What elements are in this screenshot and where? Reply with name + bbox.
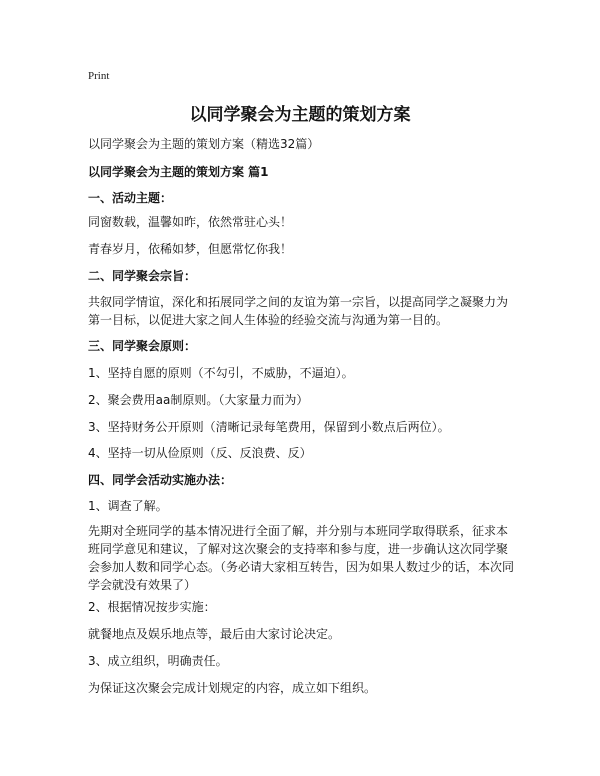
step-3: 3、成立组织，明确责任。 xyxy=(88,654,228,668)
heading-principles: 三、同学聚会原则： xyxy=(88,339,197,353)
theme-line-2: 青春岁月，依稀如梦，但愿常忆你我！ xyxy=(88,242,293,256)
step-2: 2、根据情况按步实施： xyxy=(88,600,216,614)
principle-3: 3、坚持财务公开原则（清晰记录每笔费用，保留到小数点后两位）。 xyxy=(88,420,450,434)
principle-4: 4、坚持一切从俭原则（反、反浪费、反） xyxy=(88,446,312,460)
principle-2: 2、聚会费用aa制原则。（大家量力而为） xyxy=(88,393,309,407)
step-1-text: 先期对全班同学的基本情况进行全面了解，并分别与本班同学取得联系，征求本班同学意见和建议，了解对这次聚会的支持率和参与度，进一步确认这次同学聚会参加人数和同学心态。（务必请大家相互转告，因为如果人数过少的话，本次同学会就没有效果了） xyxy=(88,524,515,592)
heading-theme: 一、活动主题： xyxy=(88,191,173,205)
document-title: 以同学聚会为主题的策划方案 xyxy=(189,105,411,125)
step-3-text: 为保证这次聚会完成计划规定的内容，成立如下组织。 xyxy=(88,681,377,695)
step-1: 1、调查了解。 xyxy=(88,499,168,513)
principle-1: 1、坚持自愿的原则（不勾引，不威胁，不逼迫）。 xyxy=(88,366,354,380)
step-2-text: 就餐地点及娱乐地点等，最后由大家讨论决定。 xyxy=(88,627,341,641)
section-heading: 以同学聚会为主题的策划方案 篇1 xyxy=(88,165,269,179)
heading-purpose: 二、同学聚会宗旨： xyxy=(88,269,197,283)
heading-implementation: 四、同学会活动实施办法： xyxy=(88,473,233,487)
print-link[interactable]: Print xyxy=(88,70,110,82)
purpose-paragraph: 共叙同学情谊，深化和拓展同学之间的友谊为第一宗旨，以提高同学之凝聚力为第一目标，以促进大家之间人生体验的经验交流与沟通为第一目的。 xyxy=(88,295,509,327)
theme-line-1: 同窗数载，温馨如昨，依然常驻心头！ xyxy=(88,215,293,229)
subtitle: 以同学聚会为主题的策划方案（精选32篇） xyxy=(88,137,320,151)
